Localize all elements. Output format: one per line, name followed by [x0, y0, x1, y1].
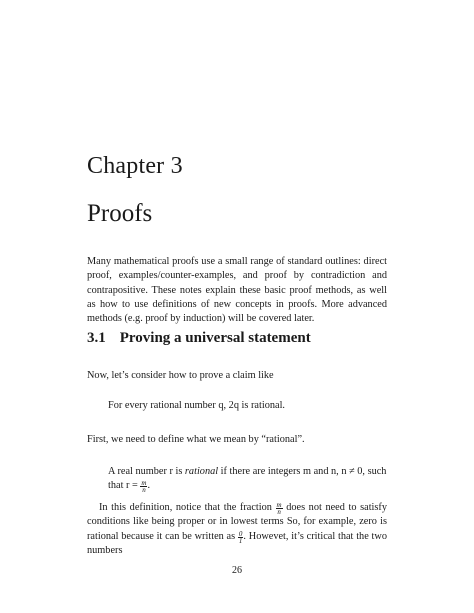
chapter-label: Chapter 3 — [87, 153, 183, 179]
note-text-1: In this definition, notice that the fraction — [99, 502, 276, 513]
fraction-denominator: n — [277, 508, 281, 516]
paragraph-first: First, we need to define what we mean by “rational”. — [87, 434, 305, 445]
fraction-denominator: 1 — [238, 536, 243, 545]
fraction-denominator: n — [142, 486, 146, 495]
intro-paragraph: Many mathematical proofs use a small range of standard outlines: direct proof, examples/counter-examples, and proof by contradiction and contrapositive. These notes explain these basic proof methods, as well as how to use definitions of new concepts in proofs. More advanced methods (e.g. proof by induction) will be covered later. — [87, 256, 387, 325]
fraction-numerator: m — [276, 501, 282, 509]
paragraph-now: Now, let’s consider how to prove a claim like — [87, 370, 274, 381]
section-heading — [87, 330, 311, 347]
fraction-m-over-n — [140, 480, 147, 493]
fraction-numerator: m — [141, 479, 147, 488]
definition-text-1: A real number r is — [108, 466, 185, 477]
section-title: Proving a universal statement — [119, 330, 311, 346]
page-number: 26 — [232, 565, 242, 576]
fraction-m-over-n-note — [276, 502, 283, 515]
fraction-numerator: 0 — [238, 529, 243, 538]
claim-statement: For every rational number q, 2q is rational. — [108, 400, 286, 411]
chapter-title: Proofs — [87, 200, 153, 227]
definition-term: rational — [184, 466, 219, 477]
definition-rational: A real number r is rational if there are integers m and n, n ≠ 0, such that r = $\frac{m}{n}$ . — [108, 466, 387, 495]
note-text-3: . Howevet, it’s critical that the two numbers — [87, 530, 387, 556]
definition-text-2: if there are integers m and n, n ≠ 0, such that r = — [108, 466, 387, 492]
section-number: 3.1 — [87, 330, 106, 346]
definition-note-paragraph — [87, 501, 387, 558]
note-text-2: does not need to satisfy conditions like being proper or in lowest terms So, for example, zero is rational because it can be written as — [87, 502, 388, 542]
